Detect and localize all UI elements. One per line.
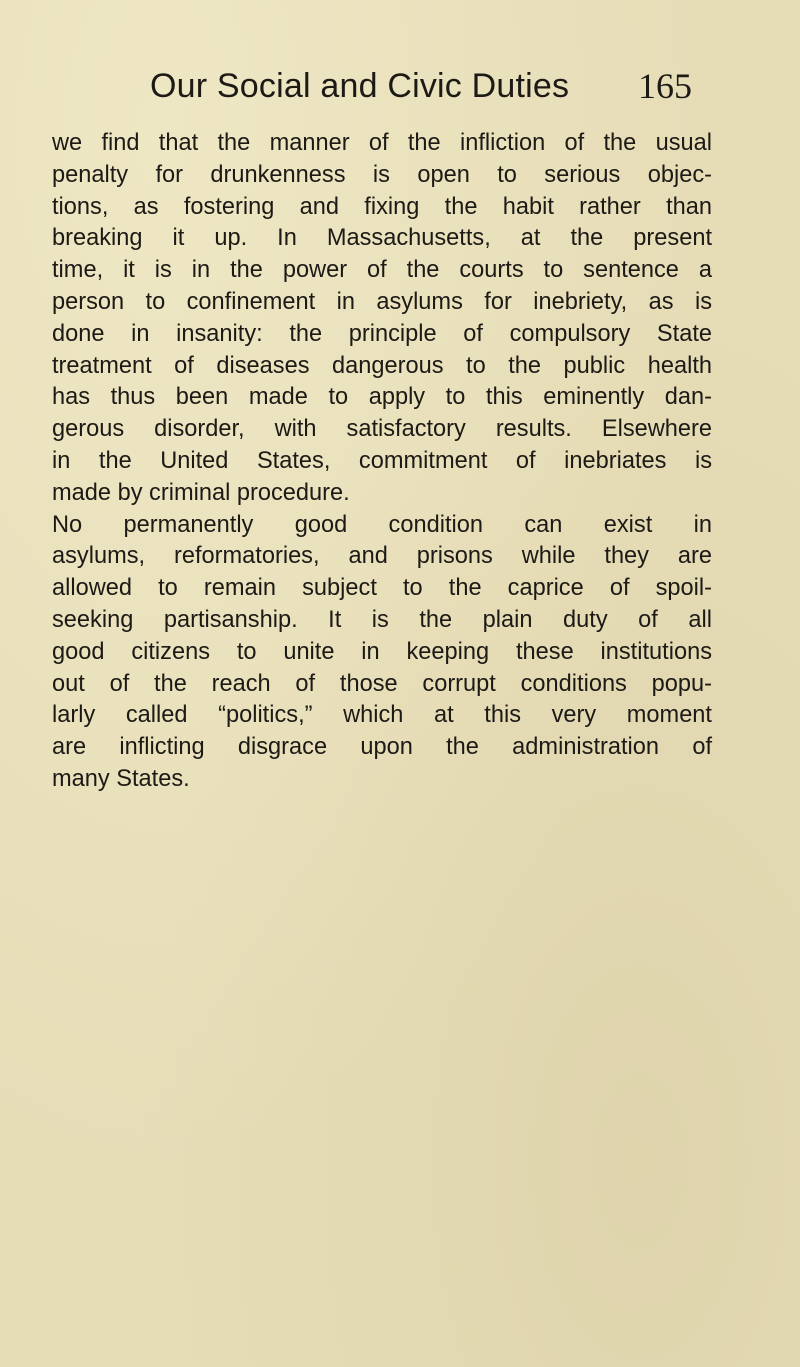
text-line: penalty for drunkenness is open to serious objec- <box>52 161 712 188</box>
text-line: done in insanity: the principle of compulsory State <box>52 320 712 347</box>
text-line: asylums, reformatories, and prisons while they are <box>52 543 712 570</box>
paragraph <box>52 510 712 796</box>
text-line: allowed to remain subject to the caprice of spoil- <box>52 575 712 602</box>
text-line: No permanently good condition can exist in <box>52 511 712 538</box>
running-title: Our Social and Civic Duties <box>150 67 570 105</box>
page-number: 165 <box>638 66 692 106</box>
text-line: good citizens to unite in keeping these institutions <box>52 638 712 665</box>
text-line: treatment of diseases dangerous to the public health <box>52 352 712 379</box>
text-line: time, it is in the power of the courts to sentence a <box>52 257 712 284</box>
text-line: we find that the manner of the infliction of the usual <box>52 130 712 156</box>
text-line: are inflicting disgrace upon the administration of <box>52 734 712 761</box>
text-line: seeking partisanship. It is the plain duty of all <box>52 606 712 633</box>
text-line: many States. <box>52 765 190 792</box>
running-head <box>0 62 800 110</box>
paragraph <box>52 128 712 510</box>
text-line: made by criminal procedure. <box>52 479 350 506</box>
text-line: out of the reach of those corrupt conditions popu- <box>52 670 712 697</box>
text-line: in the United States, commitment of inebriates is <box>52 447 712 474</box>
text-line: has thus been made to apply to this eminently dan- <box>52 384 712 411</box>
body-text <box>52 128 712 796</box>
text-line: gerous disorder, with satisfactory results. Elsewhere <box>52 416 712 443</box>
text-line: larly called “politics,” which at this very moment <box>52 702 712 729</box>
text-line: person to confinement in asylums for inebriety, as is <box>52 288 712 315</box>
text-line: breaking it up. In Massachusetts, at the present <box>52 225 712 252</box>
text-line: tions, as fostering and fixing the habit rather than <box>52 193 712 220</box>
